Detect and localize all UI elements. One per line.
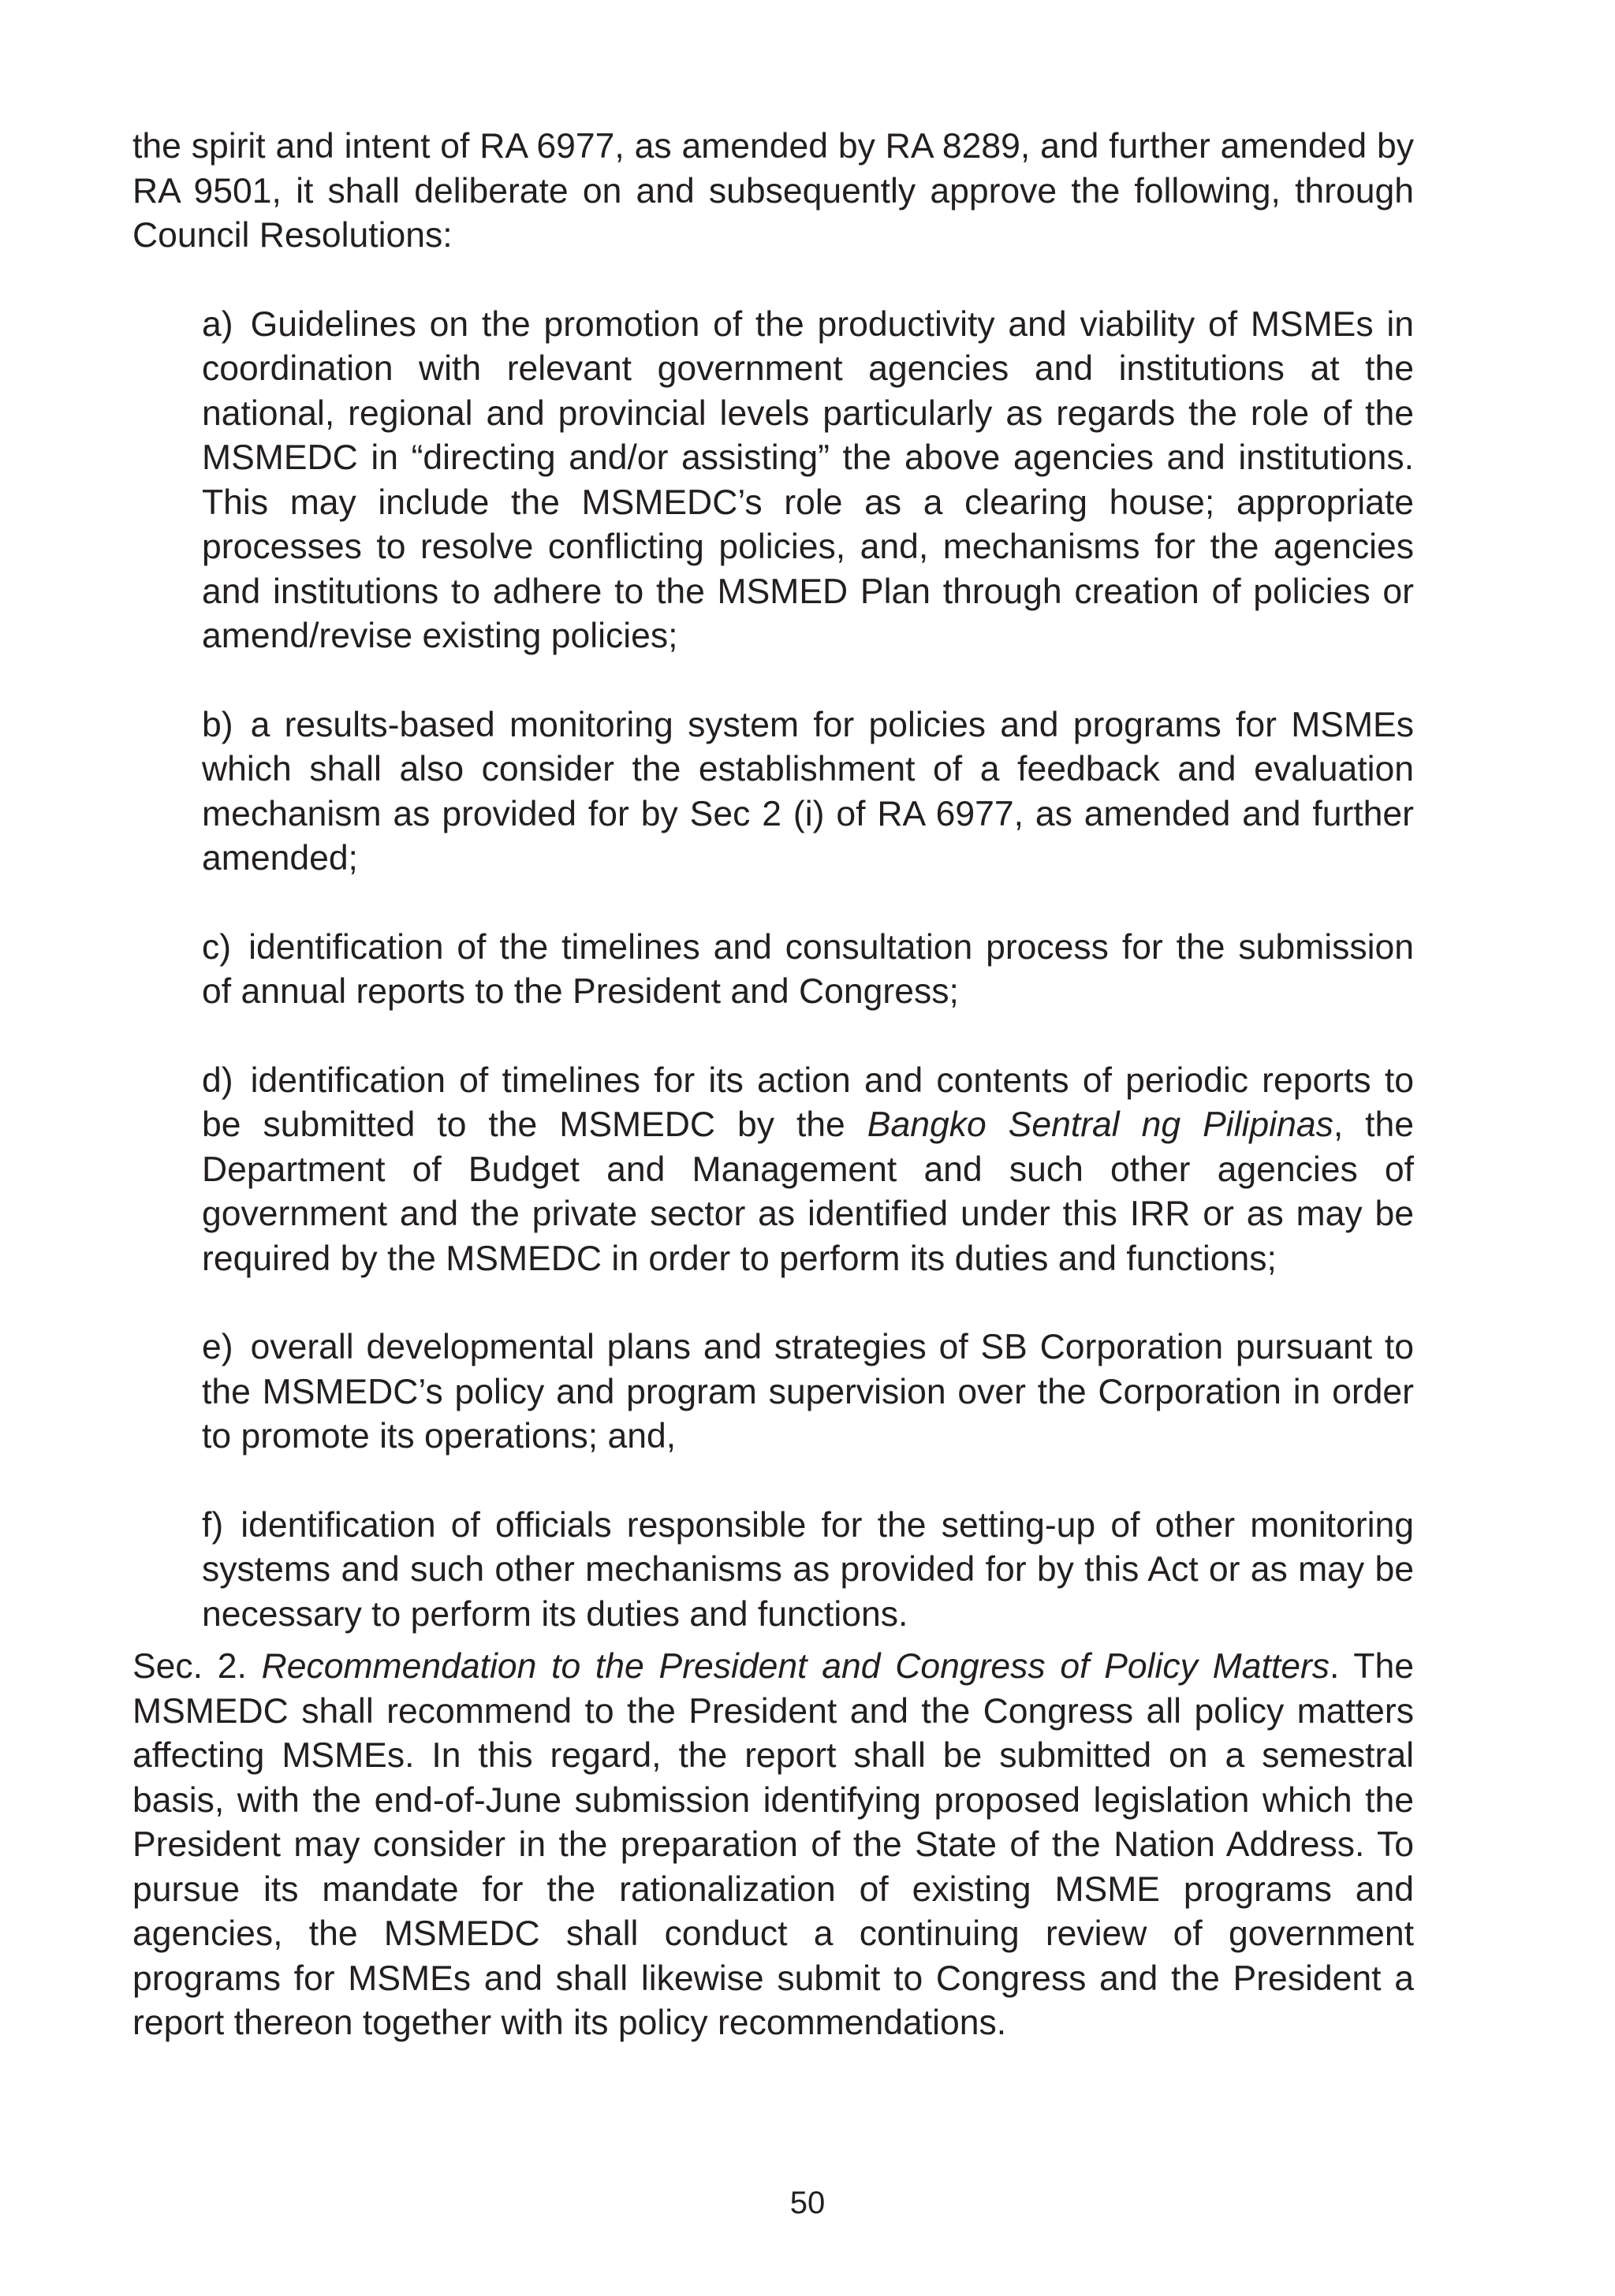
item-letter: b) [202, 705, 233, 744]
item-letter: e) [202, 1328, 233, 1366]
item-letter: a) [202, 304, 233, 344]
list-item-f [202, 1504, 1414, 1638]
list-item-c [202, 926, 1414, 1015]
section-title-end: . [1330, 1647, 1340, 1686]
section-title: Recommendation to the President and Congress of Policy Matters [261, 1647, 1330, 1686]
item-text: overall developmental plans and strategies of SB Corporation pursuant to the MSMEDC’s policy and program supervision over the Corporation in order to promote its operations; and, [202, 1328, 1414, 1456]
item-text: identification of the timelines and consultation process for the submission of annual reports to the President and Congress; [202, 927, 1414, 1011]
resolution-items-list [132, 303, 1414, 1638]
section-2-paragraph [132, 1645, 1414, 2046]
section-label: Sec. 2. [132, 1647, 262, 1686]
item-text: Guidelines on the promotion of the productivity and viability of MSMEs in coordination with relevant government agencies and institutions at the national, regional and provincial levels particularly as regards the role of the MSMEDC in “directing and/or assisting” the above agencies and institutions. This may include the MSMEDC’s role as a clearing house; appropriate processes to resolve conflicting policies, and, mechanisms for the agencies and institutions to adhere to the MSMED Plan through creation of policies or amend/revise existing policies; [202, 304, 1414, 655]
list-item-e [202, 1325, 1414, 1459]
section-body: The MSMEDC shall recommend to the President and the Congress all policy matters affecting MSMEs. In this regard, the report shall be submitted on a semestral basis, with the end-of-June submission identifying proposed legislation which the President may consider in the preparation of the State of the Nation Address. To pursue its mandate for the rationalization of existing MSME programs and agencies, the MSMEDC shall conduct a continuing review of government programs for MSMEs and shall likewise submit to Congress and the President a report thereon together with its policy recommendations. [132, 1647, 1414, 2042]
item-text: a results-based monitoring system for policies and programs for MSMEs which shall also consider the establishment of a feedback and evaluation mechanism as provided for by Sec 2 (i) of RA 6977, as amended and further amended; [202, 705, 1414, 878]
item-letter: c) [202, 927, 232, 967]
intro-paragraph: the spirit and intent of RA 6977, as amended by RA 8289, and further amended by RA 9501, it shall deliberate on and subsequently approve the following, through Council Resolutions: [132, 127, 1414, 255]
item-text: identification of officials responsible for the setting-up of other monitoring systems and such other mechanisms as provided for by this Act or as may be necessary to perform its duties and functions. [202, 1505, 1414, 1634]
item-text-before: identification of timelines for its action and contents of periodic reports to be submitted to the MSMEDC by the [202, 1060, 1414, 1144]
item-text-italic: Bangko Sentral ng Pilipinas [867, 1105, 1333, 1144]
item-letter: f) [202, 1505, 224, 1545]
list-item-d [202, 1059, 1414, 1282]
page-content [132, 125, 1414, 2046]
list-item-b [202, 703, 1414, 882]
item-letter: d) [202, 1060, 233, 1100]
item-text-after: , the Department of Budget and Management and such other agencies of government and the private sector as identified under this IRR or as may be required by the MSMEDC in order to perform its duties and functions; [202, 1105, 1415, 1278]
list-item-a [202, 303, 1414, 659]
page-number: 50 [789, 2186, 826, 2220]
